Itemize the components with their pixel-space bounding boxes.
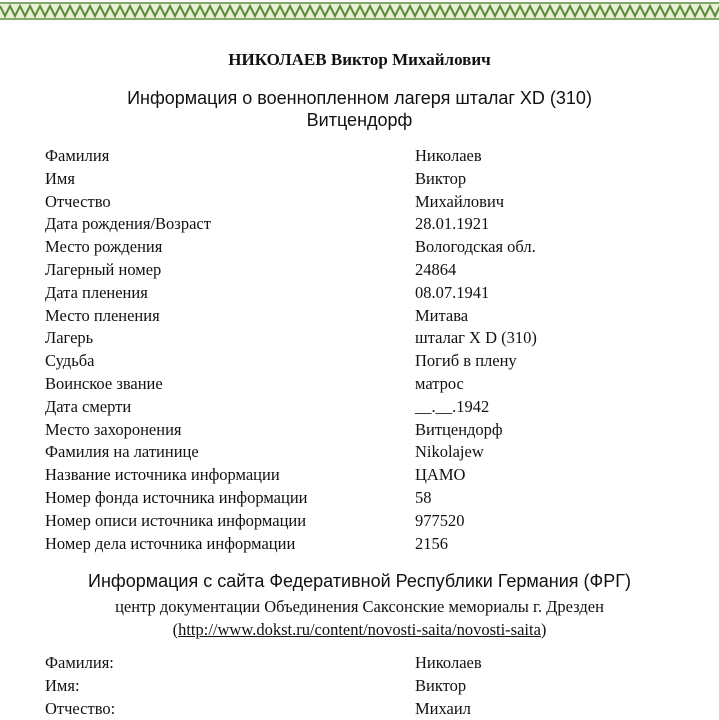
record-value: Николаев xyxy=(415,146,482,165)
record-value: 58 xyxy=(415,487,432,507)
record-row xyxy=(45,191,685,214)
record-label: Отчество: xyxy=(45,698,116,718)
record-value: Вологодская обл. xyxy=(415,237,536,257)
record-value: Михайлович xyxy=(415,191,505,211)
record-label: Место захоронения xyxy=(45,419,182,439)
subtitle-line-2: Витцендорф xyxy=(306,110,413,130)
record-label: Номер фонда источника информации xyxy=(45,487,308,507)
record-row xyxy=(45,675,685,698)
record-label: Фамилия на латинице xyxy=(45,442,199,462)
record-value: матрос xyxy=(415,373,464,393)
record-label: Судьба xyxy=(45,351,95,371)
record-row xyxy=(45,510,685,533)
record-row xyxy=(45,168,685,191)
record-value: ЦАМО xyxy=(415,465,466,485)
record-label: Название источника информации xyxy=(45,465,280,485)
record-value: Виктор xyxy=(415,675,467,695)
record-label: Имя: xyxy=(45,675,80,695)
record-label: Дата пленения xyxy=(45,282,148,302)
page-title: НИКОЛАЕВ Виктор Михайлович xyxy=(228,50,491,69)
record-row xyxy=(45,487,685,510)
record-value: Виктор xyxy=(415,168,467,188)
record-label: Имя xyxy=(45,168,75,188)
record-value: __.__.1942 xyxy=(415,396,490,416)
pow-record-table xyxy=(45,145,685,555)
record-row xyxy=(45,533,685,556)
record-row xyxy=(45,282,685,305)
record-label: Дата смерти xyxy=(45,396,132,416)
record-label: Отчество xyxy=(45,191,111,211)
record-label: Место рождения xyxy=(45,237,163,257)
section2-title: Информация с сайта Федеративной Республики Германия (ФРГ) xyxy=(88,571,631,591)
decorative-border xyxy=(0,0,719,24)
source-link-line xyxy=(0,619,719,641)
record-row xyxy=(45,305,685,328)
record-label: Фамилия: xyxy=(45,653,114,672)
record-value: 28.01.1921 xyxy=(415,214,490,234)
record-row xyxy=(45,145,685,168)
record-value: шталаг X D (310) xyxy=(415,328,537,348)
record-value: Митава xyxy=(415,305,469,325)
record-row xyxy=(45,419,685,442)
record-row xyxy=(45,236,685,259)
record-label: Номер дела источника информации xyxy=(45,533,296,553)
frg-record-table xyxy=(45,652,685,720)
source-link[interactable]: http://www.dokst.ru/content/novosti-saita/novosti-saita xyxy=(178,620,541,639)
record-value: 977520 xyxy=(415,510,465,530)
document-subtitle xyxy=(0,87,719,131)
record-row xyxy=(45,259,685,282)
record-row xyxy=(45,213,685,236)
record-value: Михаил xyxy=(415,698,471,718)
record-row xyxy=(45,327,685,350)
record-row xyxy=(45,698,685,720)
section2-subtitle: центр документации Объединения Саксонские мемориалы г. Дрезден xyxy=(115,597,604,616)
record-row xyxy=(45,373,685,396)
record-row xyxy=(45,652,685,675)
record-row xyxy=(45,464,685,487)
zigzag-border-icon xyxy=(0,0,719,24)
record-value: 24864 xyxy=(415,259,457,279)
record-label: Лагерь xyxy=(45,328,94,348)
record-row xyxy=(45,441,685,464)
record-value: Погиб в плену xyxy=(415,351,517,371)
record-row xyxy=(45,350,685,373)
link-paren-close: ) xyxy=(540,620,547,639)
record-label: Воинское звание xyxy=(45,373,163,393)
record-value: 08.07.1941 xyxy=(415,282,490,302)
record-label: Место пленения xyxy=(45,305,160,325)
record-label: Лагерный номер xyxy=(45,259,162,279)
link-paren-open: ( xyxy=(172,620,179,639)
record-label: Фамилия xyxy=(45,146,110,165)
record-value: Nikolajew xyxy=(415,442,484,462)
record-value: Витцендорф xyxy=(415,419,503,439)
record-value: 2156 xyxy=(415,533,448,553)
record-row xyxy=(45,396,685,419)
record-label: Номер описи источника информации xyxy=(45,510,307,530)
record-label: Дата рождения/Возраст xyxy=(45,214,211,234)
subtitle-line-1: Информация о военнопленном лагеря шталаг XD (310) xyxy=(127,88,592,108)
record-value: Николаев xyxy=(415,653,482,672)
